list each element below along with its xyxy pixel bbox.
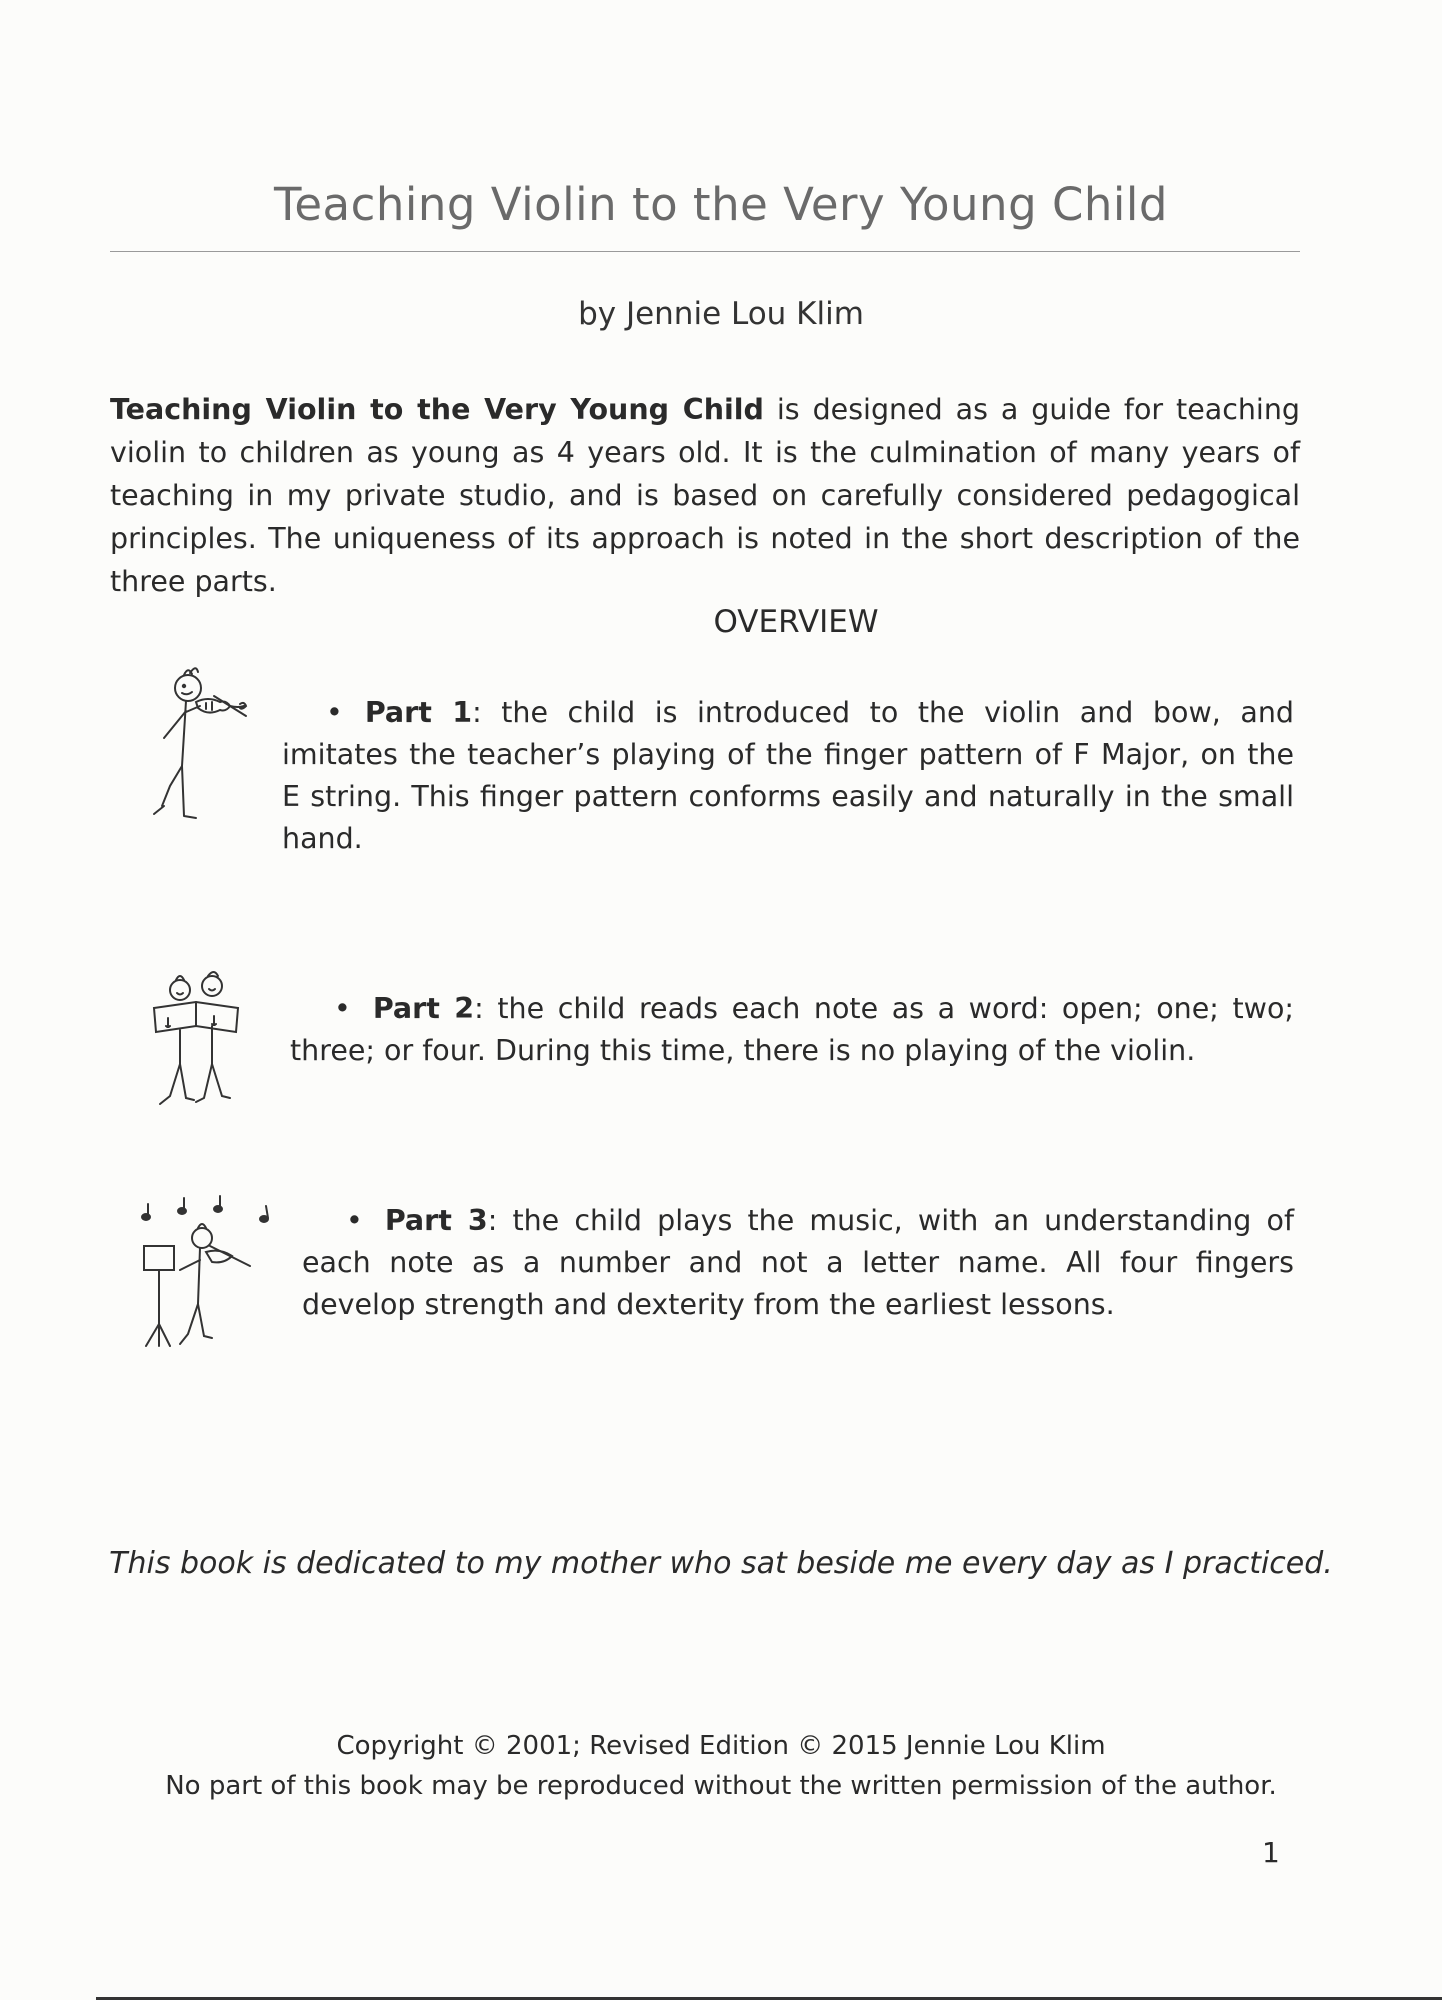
two-children-reading-music-icon xyxy=(140,968,260,1118)
part-2-text: : the child reads each note as a word: open; one; two; three; or four. During this time, there is no playing of the violin. xyxy=(290,992,1294,1067)
part-1-text: : the child is introduced to the violin and bow, and imitates the teacher’s playing of the finger pattern of F Major, on the E string. This finger pattern conforms easily and naturally in the small hand. xyxy=(282,696,1294,855)
overview-part-2 xyxy=(290,988,1294,1072)
title-divider xyxy=(110,251,1300,252)
part-1-label: Part 1 xyxy=(364,696,473,729)
child-playing-violin-icon xyxy=(140,656,270,836)
part-3-label: Part 3 xyxy=(384,1204,488,1237)
overview-part-1 xyxy=(282,692,1294,860)
intro-paragraph xyxy=(110,388,1300,603)
part-2-label: Part 2 xyxy=(372,992,475,1025)
rights-line: No part of this book may be reproduced without the written permission of the author. xyxy=(165,1771,1277,1801)
dedication: This book is dedicated to my mother who sat beside me every day as I practiced. xyxy=(109,1546,1333,1581)
bullet-icon: • xyxy=(346,1204,363,1237)
intro-book-title: Teaching Violin to the Very Young Child xyxy=(110,393,764,426)
intro-text: is designed as a guide for teaching violin to children as young as 4 years old. It is the culmination of many years of teaching in my private studio, and is based on carefully considered pedagogical principles. The uniqueness of its approach is noted in the short description of the three parts. xyxy=(110,393,1300,598)
overview-part-3 xyxy=(302,1200,1294,1326)
bullet-icon: • xyxy=(334,992,351,1025)
bullet-icon: • xyxy=(326,696,343,729)
overview-heading: OVERVIEW xyxy=(713,604,879,640)
copyright-line: Copyright © 2001; Revised Edition © 2015 Jennie Lou Klim xyxy=(336,1731,1106,1761)
copyright-block xyxy=(0,1726,1442,1806)
page-number: 1 xyxy=(1262,1836,1280,1869)
author-byline: by Jennie Lou Klim xyxy=(578,296,864,332)
document-title: Teaching Violin to the Very Young Child xyxy=(274,178,1168,231)
child-playing-at-music-stand-icon xyxy=(140,1186,290,1356)
part-3-text: : the child plays the music, with an understanding of each note as a number and not a letter name. All four fingers develop strength and dexterity from the earliest lessons. xyxy=(302,1204,1294,1321)
